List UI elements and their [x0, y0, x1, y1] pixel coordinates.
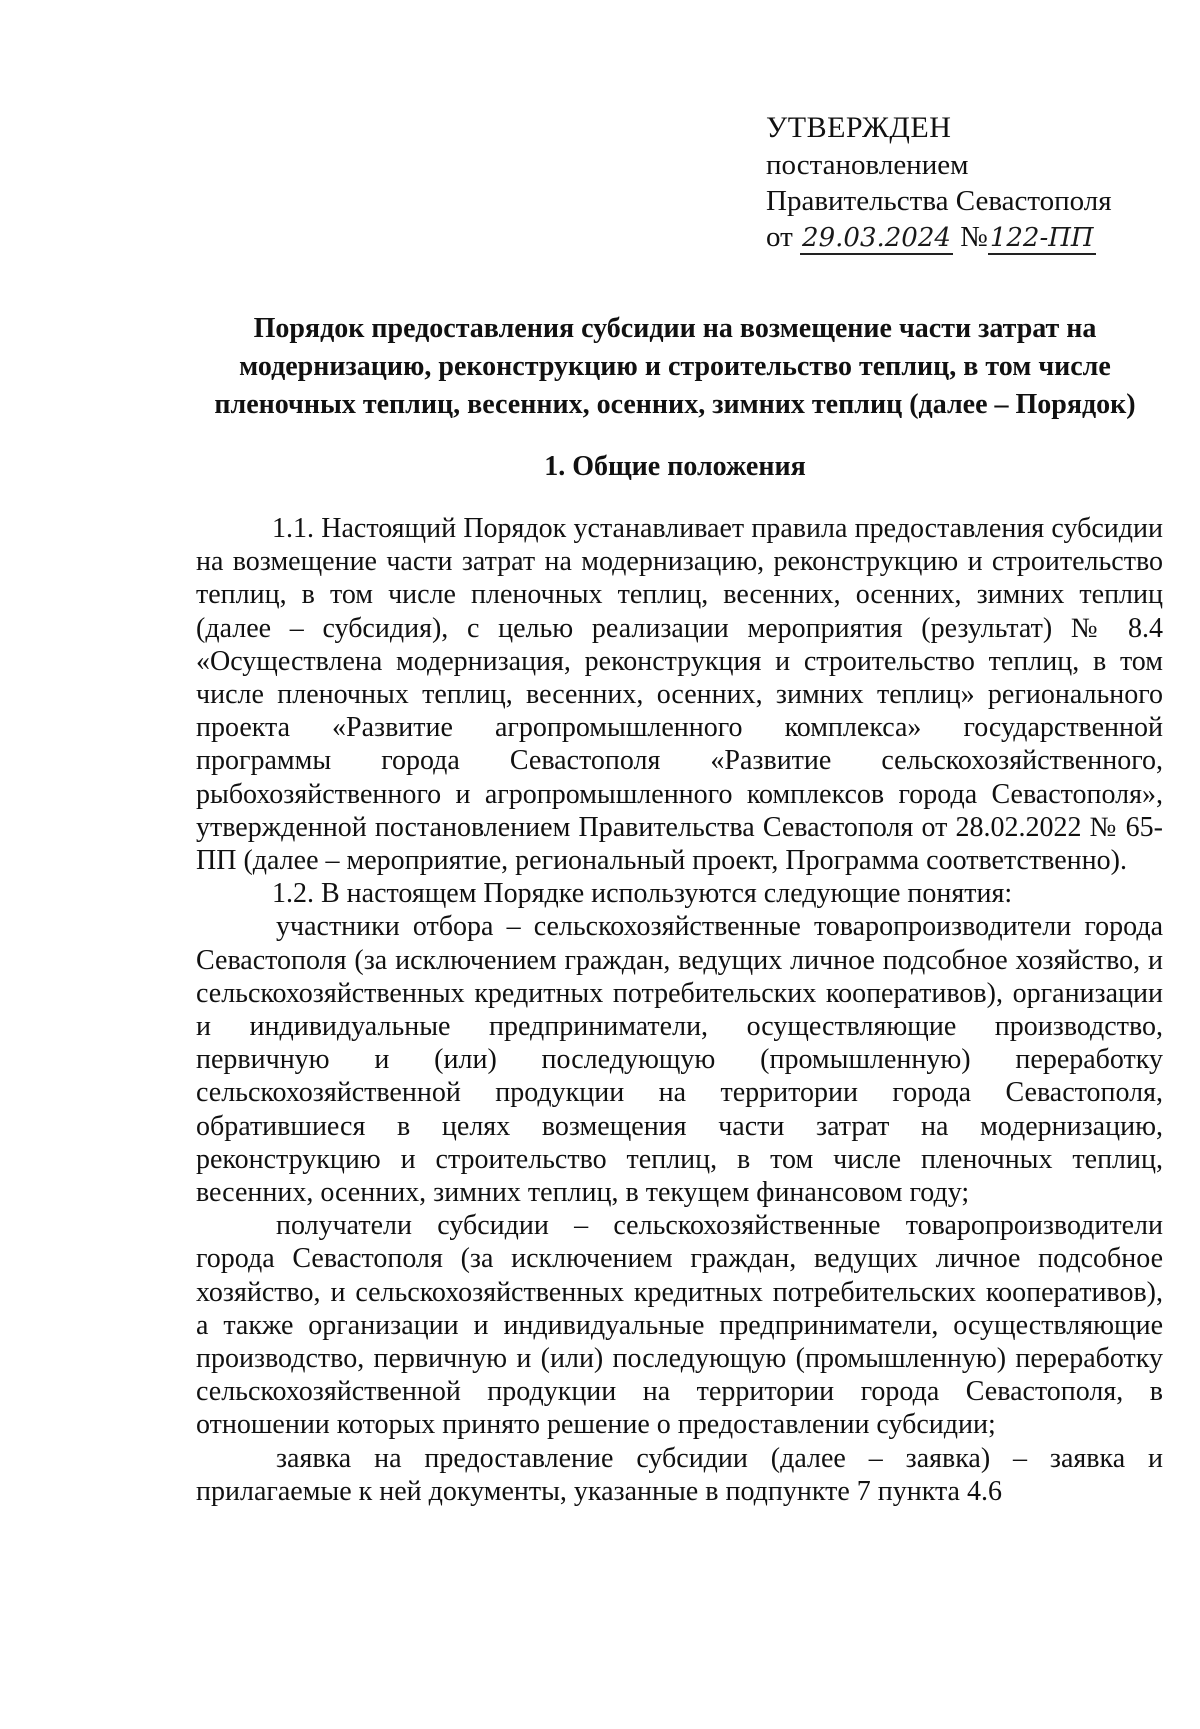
date-prefix: от: [766, 221, 793, 253]
approval-stamp: [766, 110, 1166, 255]
handwritten-number: 122-ПП: [989, 223, 1094, 253]
section-heading: 1. Общие положения: [544, 451, 806, 482]
approval-date-line: [766, 219, 1166, 255]
document-title: Порядок предоставления субсидии на возмещение части затрат на модернизацию, реконструкцию и строительство теплиц, в том числе пленочных теплиц, весенних, осенних, зимних теплиц (далее – Порядок): [214, 313, 1136, 420]
approval-line-2: Правительства Севастополя: [766, 185, 1112, 217]
definition-application: заявка на предоставление субсидии (далее – заявка) – заявка и прилагаемые к ней документы, указанные в подпункте 7 пункта 4.6: [196, 1442, 1163, 1507]
paragraph-1-2: 1.2. В настоящем Порядке используются следующие понятия:: [272, 878, 1013, 910]
paragraph-1-1: 1.1. Настоящий Порядок устанавливает правила предоставления субсидии на возмещение части затрат на модернизацию, реконструкцию и строительство теплиц, в том числе пленочных теплиц, весенних, осенних, зимних теплиц (далее – субсидия), с целью реализации мероприятия (результат) № 8.4 «Осуществлена модернизация, реконструкция и строительство теплиц, в том числе пленочных теплиц, весенних, осенних, зимних теплиц» регионального проекта «Развитие агропромышленного комплекса» государственной программы города Севастополя «Развитие сельскохозяйственного, рыбохозяйственного и агропромышленного комплексов города Севастополя», утвержденной постановлением Правительства Севастополя от 28.02.2022 № 65-ПП (далее – мероприятие, региональный проект, Программа соответственно).: [196, 513, 1163, 877]
definition-recipients: получатели субсидии – сельскохозяйственные товаропроизводители города Севастополя (за исключением граждан, ведущих личное подсобное хозяйство, и сельскохозяйственных кредитных потребительских кооперативов), а также организации и индивидуальные предприниматели, осуществляющие производство, первичную и (или) последующую (промышленную) переработку сельскохозяйственной продукции на территории города Севастополя, в отношении которых принято решение о предоставлении субсидии;: [196, 1210, 1163, 1441]
handwritten-date: 29.03.2024: [802, 223, 951, 253]
definition-participants: участники отбора – сельскохозяйственные товаропроизводители города Севастополя (за исключением граждан, ведущих личное подсобное хозяйство, и сельскохозяйственных кредитных потребительских кооперативов), организации и индивидуальные предприниматели, осуществляющие производство, первичную и (или) последующую (промышленную) переработку сельскохозяйственной продукции на территории города Севастополя, обратившиеся в целях возмещения части затрат на модернизацию, реконструкцию и строительство теплиц, в том числе пленочных теплиц, весенних, осенних, зимних теплиц, в текущем финансовом году;: [196, 911, 1163, 1209]
approval-title: УТВЕРЖДЕН: [766, 111, 952, 144]
document-body: [196, 512, 1163, 1508]
number-prefix: №: [960, 221, 988, 253]
approval-line-1: постановлением: [766, 149, 969, 181]
